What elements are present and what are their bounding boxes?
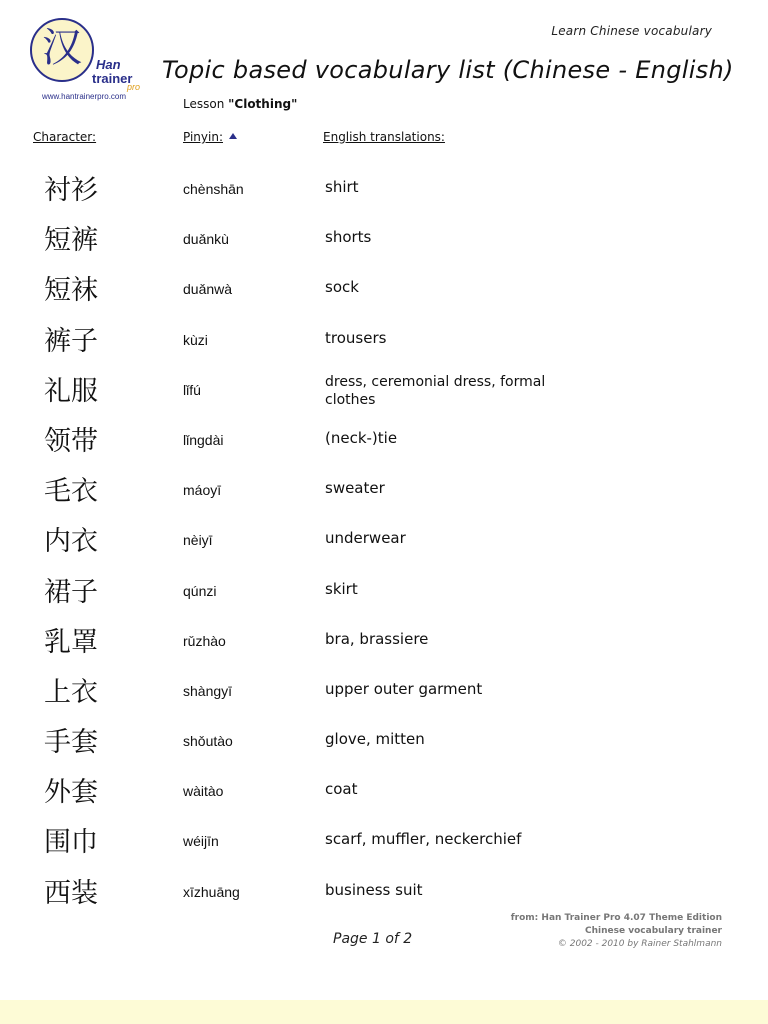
table-row (0, 519, 768, 569)
character-cell: 西装 (44, 877, 98, 909)
character-cell: 衬衫 (44, 175, 98, 206)
logo-han-text: Han (96, 57, 121, 72)
logo-character: 汉 (42, 25, 82, 71)
character-cell: 上衣 (44, 676, 98, 708)
table-row (0, 469, 768, 519)
character-cell: 内衣 (44, 526, 98, 558)
lesson-prefix: Lesson (183, 97, 225, 111)
character-cell: 乳罩 (44, 626, 98, 658)
english-cell: skirt (325, 579, 358, 598)
pinyin-cell: wéijīn (183, 833, 219, 850)
character-cell: 外套 (44, 777, 98, 809)
column-header-english[interactable]: English translations: (323, 130, 445, 144)
english-cell: scarf, muffler, neckerchief (325, 830, 522, 849)
logo (30, 18, 170, 108)
english-cell: coat (325, 780, 358, 799)
logo-trainer-text: trainer (92, 71, 133, 86)
page-title: Topic based vocabulary list (Chinese - English) (162, 56, 734, 84)
english-cell: glove, mitten (325, 730, 425, 749)
table-row (0, 820, 768, 870)
pinyin-cell: shǒutào (183, 733, 233, 750)
header-tagline: Learn Chinese vocabulary (551, 24, 712, 38)
lesson-label (183, 97, 297, 111)
table-row (0, 419, 768, 469)
footer-credits (511, 912, 722, 951)
table-row (0, 620, 768, 670)
character-cell: 领带 (44, 425, 98, 457)
lesson-name: "Clothing" (228, 97, 298, 111)
column-header-pinyin[interactable] (183, 130, 237, 144)
logo-pro-text: pro (127, 82, 141, 92)
logo-url[interactable]: www.hantrainerpro.com (42, 92, 127, 101)
character-cell: 手套 (44, 727, 98, 759)
english-cell: business suit (325, 880, 423, 899)
table-row (0, 168, 768, 218)
english-cell: dress, ceremonial dress, formal clothes (325, 373, 546, 408)
pinyin-cell: qúnzi (183, 582, 217, 599)
character-cell: 短袜 (44, 275, 98, 307)
column-header-pinyin-label: Pinyin: (183, 130, 223, 144)
character-cell: 裙子 (44, 576, 98, 608)
footer-copyright: © 2002 - 2010 by Rainer Stahlmann (557, 939, 722, 949)
table-row (0, 720, 768, 770)
pinyin-cell: rǔzhào (183, 632, 226, 649)
table-row (0, 670, 768, 720)
pinyin-cell: duǎnkù (183, 231, 229, 248)
pinyin-cell: lǐngdài (183, 431, 224, 448)
table-row (0, 218, 768, 268)
table-row (0, 369, 768, 419)
character-cell: 围巾 (44, 827, 98, 859)
pinyin-cell: wàitào (183, 783, 224, 800)
pinyin-cell: lǐfú (183, 381, 201, 398)
character-cell: 礼服 (44, 375, 98, 407)
page-number: Page 1 of 2 (333, 931, 413, 947)
english-cell: bra, brassiere (325, 629, 429, 648)
table-row (0, 268, 768, 318)
pinyin-cell: chènshān (183, 181, 244, 197)
english-cell: shorts (325, 228, 372, 247)
character-cell: 裤子 (44, 325, 98, 357)
bottom-band (0, 1000, 768, 1024)
table-row (0, 770, 768, 820)
pinyin-cell: shàngyī (183, 682, 233, 699)
pinyin-cell: nèiyī (183, 532, 213, 549)
column-header-character[interactable]: Character: (33, 130, 97, 144)
english-cell: underwear (325, 529, 406, 548)
english-cell: sock (325, 278, 359, 297)
english-cell: shirt (325, 178, 359, 196)
footer-source: from: Han Trainer Pro 4.07 Theme Edition (510, 913, 722, 923)
pinyin-cell: máoyī (183, 482, 222, 499)
table-row (0, 570, 768, 620)
table-row (0, 319, 768, 369)
character-cell: 短裤 (44, 225, 98, 257)
english-cell: (neck-)tie (325, 428, 398, 447)
vocabulary-table (0, 168, 768, 921)
footer-product: Chinese vocabulary trainer (585, 926, 722, 936)
pinyin-cell: duǎnwà (183, 281, 233, 298)
english-cell: trousers (325, 328, 387, 347)
pinyin-cell: xīzhuāng (183, 883, 240, 900)
character-cell: 毛衣 (44, 476, 98, 508)
pinyin-cell: kùzi (183, 331, 208, 348)
english-cell: upper outer garment (325, 679, 483, 698)
sort-ascending-icon (229, 133, 237, 139)
english-cell: sweater (325, 479, 385, 498)
